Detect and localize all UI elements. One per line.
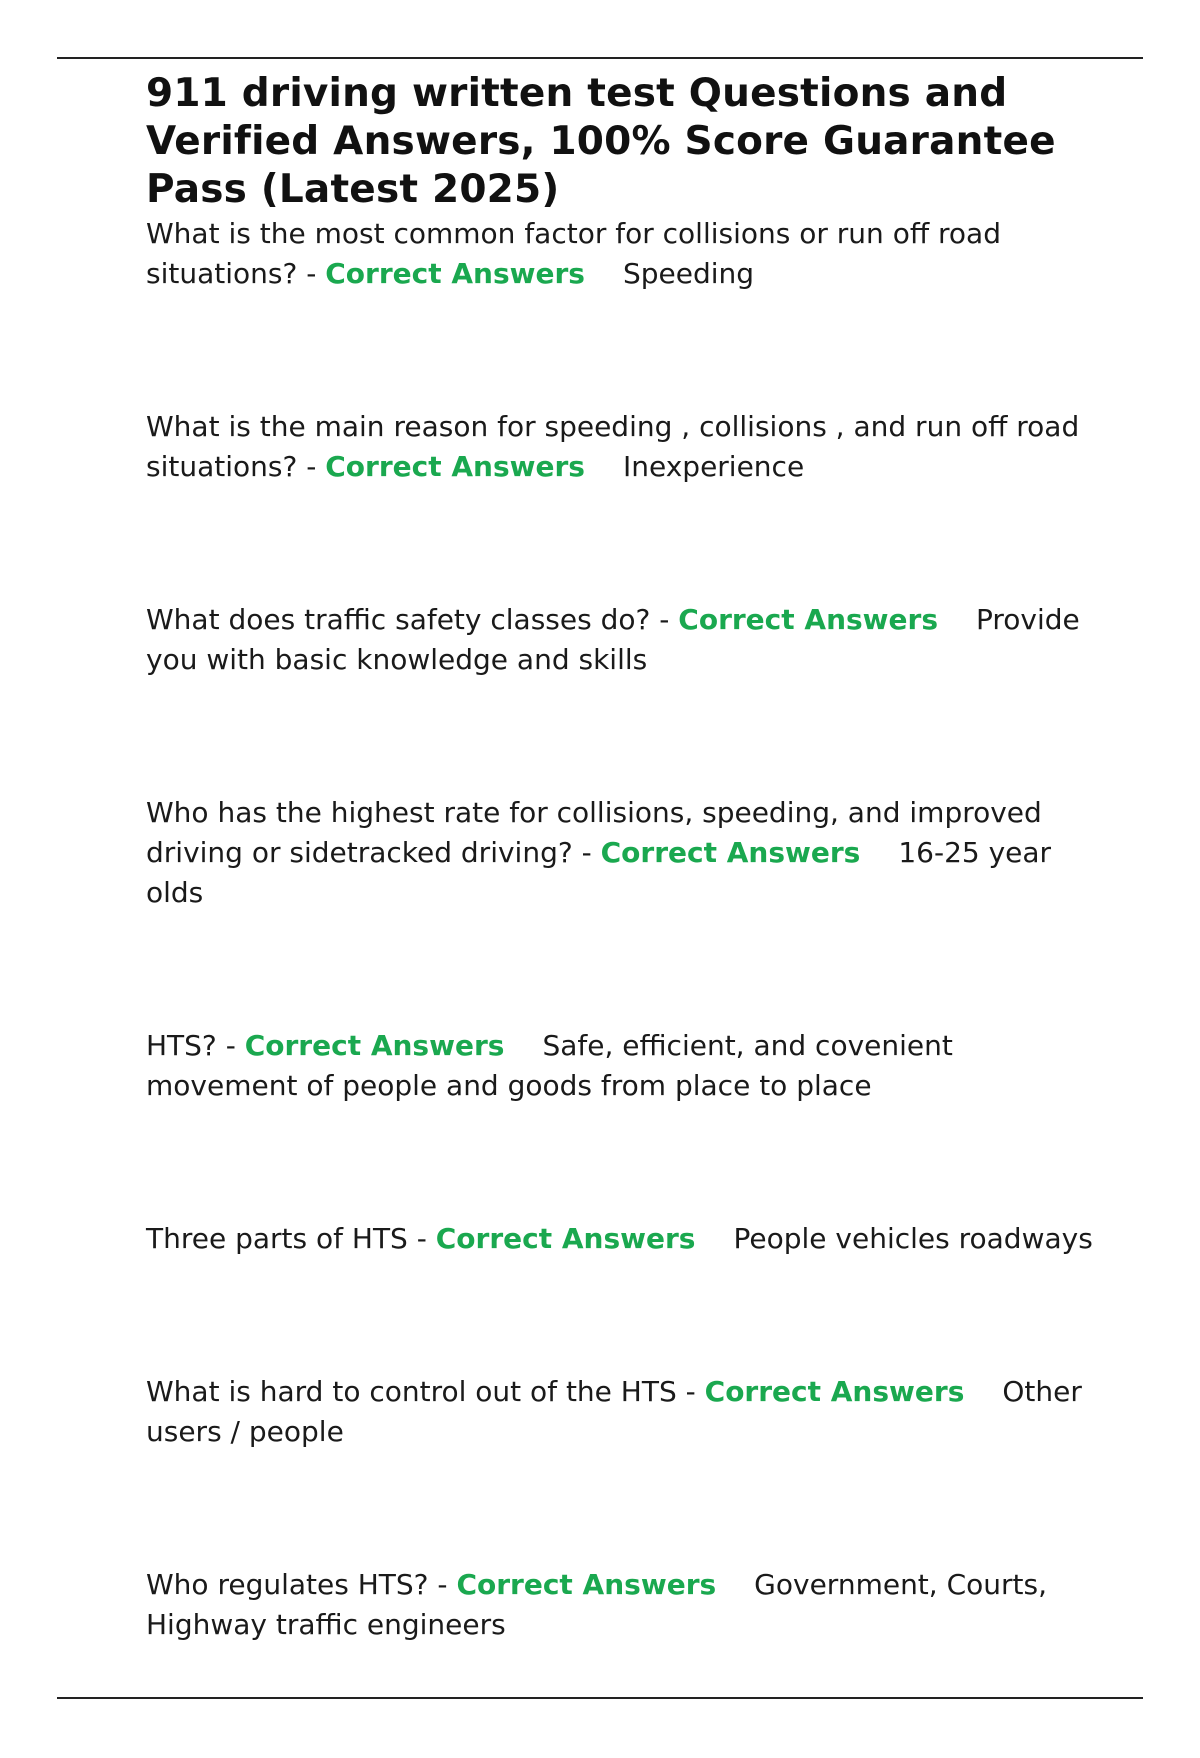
qa-item: What is the main reason for speeding , collisions , and run off road situations? - Correct Answers Inexperience: [146, 410, 1080, 483]
answer-text: Government, Courts, Highway traffic engineers: [146, 1568, 1047, 1641]
question-text: What is hard to control out of the HTS: [146, 1375, 677, 1408]
qa-list: [146, 214, 1096, 1645]
correct-answers-label: Correct Answers: [678, 603, 939, 636]
question-text: HTS?: [146, 1029, 217, 1062]
answer-text: Inexperience: [622, 450, 805, 483]
question-text: What does traffic safety classes do?: [146, 603, 651, 636]
qa-item: What is the most common factor for collisions or run off road situations? - Correct Answers Speeding: [146, 217, 1001, 290]
question-text: Three parts of HTS: [146, 1222, 408, 1255]
correct-answers-label: Correct Answers: [244, 1029, 505, 1062]
answer-text: Provide you with basic knowledge and skills: [146, 603, 1080, 676]
question-text: What is the main reason for speeding , collisions , and run off road situations?: [146, 410, 1080, 483]
answer-text: Safe, efficient, and covenient movement of people and goods from place to place: [146, 1029, 953, 1102]
question-text: Who regulates HTS?: [146, 1568, 429, 1601]
answer-text: People vehicles roadways: [733, 1222, 1093, 1255]
correct-answers-label: Correct Answers: [325, 450, 585, 483]
qa-item: What does traffic safety classes do? - Correct Answers Provide you with basic knowledge and skills: [146, 603, 1080, 676]
correct-answers-label: Correct Answers: [600, 836, 861, 869]
qa-item: What is hard to control out of the HTS - Correct Answers Other users / people: [146, 1375, 1082, 1448]
document-body: [146, 70, 1096, 1758]
document-title: 911 driving written test Questions and Verified Answers, 100% Score Guarantee Pass (Latest 2025): [146, 71, 1056, 212]
question-text: What is the most common factor for collisions or run off road situations?: [146, 217, 1001, 290]
qa-item: HTS? - Correct Answers Safe, efficient, and covenient movement of people and goods from place to place: [146, 1029, 953, 1102]
top-rule: [57, 57, 1143, 59]
qa-item: Who has the highest rate for collisions, speeding, and improved driving or sidetracked driving? - Correct Answers 16-25 year olds: [146, 796, 1052, 909]
answer-text: 16-25 year olds: [146, 836, 1052, 909]
correct-answers-label: Correct Answers: [456, 1568, 717, 1601]
bottom-rule: [57, 1697, 1143, 1699]
correct-answers-label: Correct Answers: [435, 1222, 696, 1255]
correct-answers-label: Correct Answers: [704, 1375, 965, 1408]
answer-text: Other users / people: [146, 1375, 1082, 1448]
correct-answers-label: Correct Answers: [325, 257, 585, 290]
qa-item: Who regulates HTS? - Correct Answers Government, Courts, Highway traffic engineers: [146, 1568, 1047, 1641]
question-text: Who has the highest rate for collisions, speeding, and improved driving or sidetracked driving?: [146, 796, 1042, 869]
answer-text: Speeding: [622, 257, 755, 290]
qa-item: Three parts of HTS - Correct Answers People vehicles roadways: [146, 1222, 1093, 1255]
